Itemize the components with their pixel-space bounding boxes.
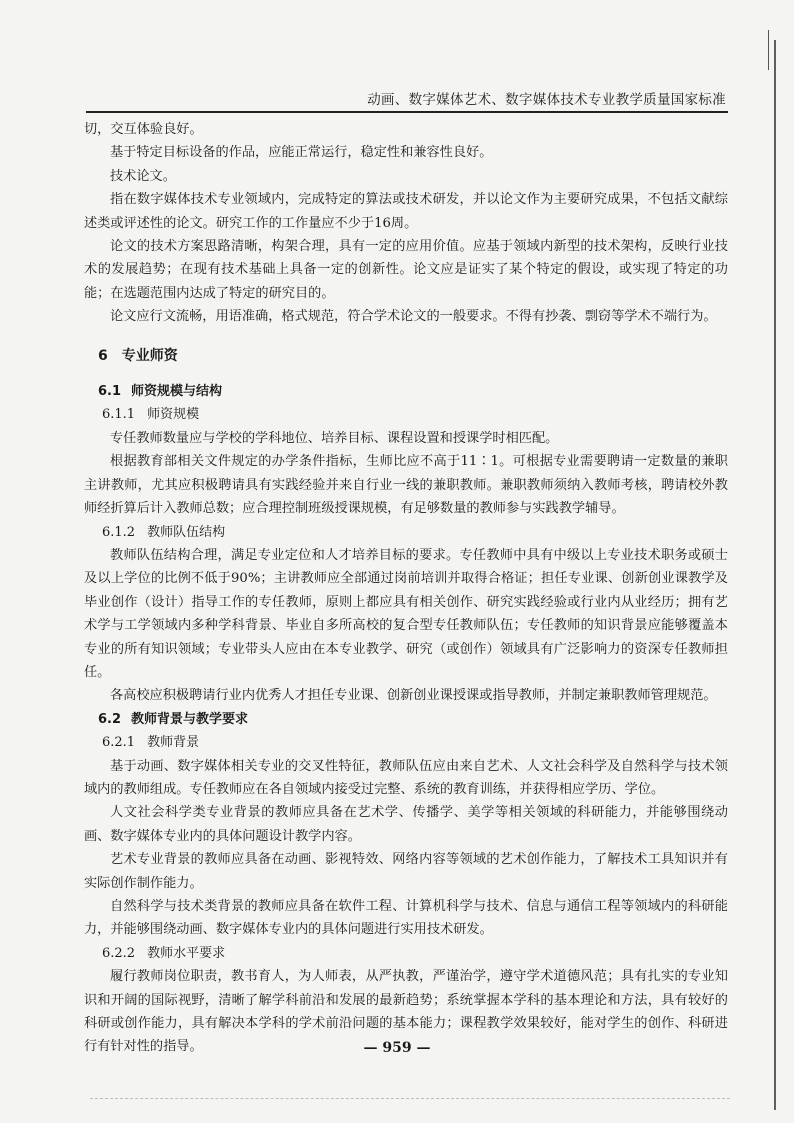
paragraph: 技术论文。 (110, 168, 176, 184)
paragraph: 论文的技术方案思路清晰，构架合理，具有一定的应用价值。应基于领域内新型的技术架构，反映行业技术的发展趋势；在现有技术基础上具备一定的创新性。论文应是证实了某个特定的假设，或实现了特定的功能；在选题范围内达成了特定的研究目的。 (84, 239, 728, 301)
subsubsection-heading (102, 521, 728, 544)
paragraph: 自然科学与技术类背景的教师应具备在软件工程、计算机科学与技术、信息与通信工程等领域内的科研能力，并能够围绕动画、数字媒体专业内的具体问题进行实用技术研发。 (84, 899, 728, 938)
subsubsection-heading (102, 731, 728, 754)
section-heading (98, 345, 728, 368)
heading-text: 专业师资 (121, 347, 178, 364)
heading-number: 6.1.2 (102, 524, 136, 540)
paragraph: 履行教师岗位职责，教书育人，为人师表，从严执教，严谨治学，遵守学术道德风范；具有扎实的专业知识和开阔的国际视野，清晰了解学科前沿和发展的最新趋势；系统掌握本学科的基本理论和方法，具有较好的科研或创作能力，具有解决本学科的学术前沿问题的基本能力；课程教学效果较好，能对学生的创作、科研进行有针对性的指导。 (84, 969, 728, 1055)
paragraph: 根据教育部相关文件规定的办学条件指标，生师比应不高于11∶1。可根据专业需要聘请一定数量的兼职主讲教师，尤其应积极聘请具有实践经验并来自行业一线的兼职教师。兼职教师须纳入教师考核，聘请校外教师经折算后计入教师总数；应合理控制班级授课规模，有足够数量的教师参与实践教学辅导。 (84, 454, 728, 517)
running-header: 动画、数字媒体艺术、数字媒体技术专业教学质量国家标准 (367, 92, 726, 108)
heading-text: 教师队伍结构 (147, 524, 226, 540)
paragraph: 指在数字媒体技术专业领域内，完成特定的算法或技术研发，并以论文作为主要研究成果，不包括文献综述类或评述性的论文。研究工作的工作量应不少于16周。 (84, 192, 728, 231)
heading-text: 教师背景 (147, 735, 200, 751)
paragraph: 各高校应积极聘请行业内优秀人才担任专业课、创新创业课授课或指导教师，并制定兼职教师管理规范。 (110, 688, 717, 704)
heading-number: 6.2.1 (102, 735, 136, 751)
subsection-heading (98, 708, 728, 731)
subsubsection-heading (102, 942, 728, 965)
paragraph: 艺术专业背景的教师应具备在动画、影视特效、网络内容等领域的艺术创作能力，了解技术工具知识并有实际创作制作能力。 (84, 852, 728, 891)
heading-text: 师资规模 (147, 407, 200, 423)
paragraph: 人文社会科学类专业背景的教师应具备在艺术学、传播学、美学等相关领域的科研能力，并能够围绕动画、数字媒体专业内的具体问题设计教学内容。 (84, 805, 728, 844)
heading-text: 教师背景与教学要求 (131, 711, 249, 727)
subsubsection-heading (102, 403, 728, 426)
subsection-heading (98, 380, 728, 403)
heading-number: 6 (98, 347, 108, 364)
scan-artifact-edge (774, 40, 776, 1110)
heading-number: 6.2.2 (102, 945, 136, 961)
paragraph: 专任教师数量应与学校的学科地位、培养目标、课程设置和授课学时相匹配。 (110, 430, 559, 446)
heading-text: 教师水平要求 (147, 945, 226, 961)
scan-artifact-dots (90, 1098, 730, 1101)
body-content (84, 118, 728, 1059)
scan-artifact-line (768, 30, 769, 70)
header-rule (86, 111, 728, 113)
heading-number: 6.2 (98, 711, 122, 727)
paragraph: 基于动画、数字媒体相关专业的交叉性特征，教师队伍应由来自艺术、人文社会科学及自然科学与技术领域内的教师组成。专任教师应在各自领域内接受过完整、系统的教育训练，并获得相应学历、学位。 (84, 758, 728, 797)
paragraph: 论文应行文流畅，用语准确，格式规范，符合学术论文的一般要求。不得有抄袭、剽窃等学术不端行为。 (110, 309, 717, 325)
heading-number: 6.1.1 (102, 407, 136, 423)
paragraph: 基于特定目标设备的作品，应能正常运行，稳定性和兼容性良好。 (110, 145, 493, 161)
paragraph: 切，交互体验良好。 (84, 122, 203, 137)
heading-text: 师资规模与结构 (131, 384, 223, 400)
heading-number: 6.1 (98, 384, 122, 400)
paragraph: 教师队伍结构合理，满足专业定位和人才培养目标的要求。专任教师中具有中级以上专业技术职务或硕士及以上学位的比例不低于90%；主讲教师应全部通过岗前培训并取得合格证；担任专业课、创新创业课教学及毕业创作（设计）指导工作的专任教师，原则上都应具有相关创作、研究实践经验或行业内从业经历；拥有艺术学与工学领域内多种学科背景、毕业自多所高校的复合型专任教师队伍；专任教师的知识背景应能够覆盖本专业的所有知识领域；专业带头人应由在本专业教学、研究（或创作）领域具有广泛影响力的资深专任教师担任。 (84, 547, 728, 680)
page-number: — 959 — (363, 1040, 431, 1056)
